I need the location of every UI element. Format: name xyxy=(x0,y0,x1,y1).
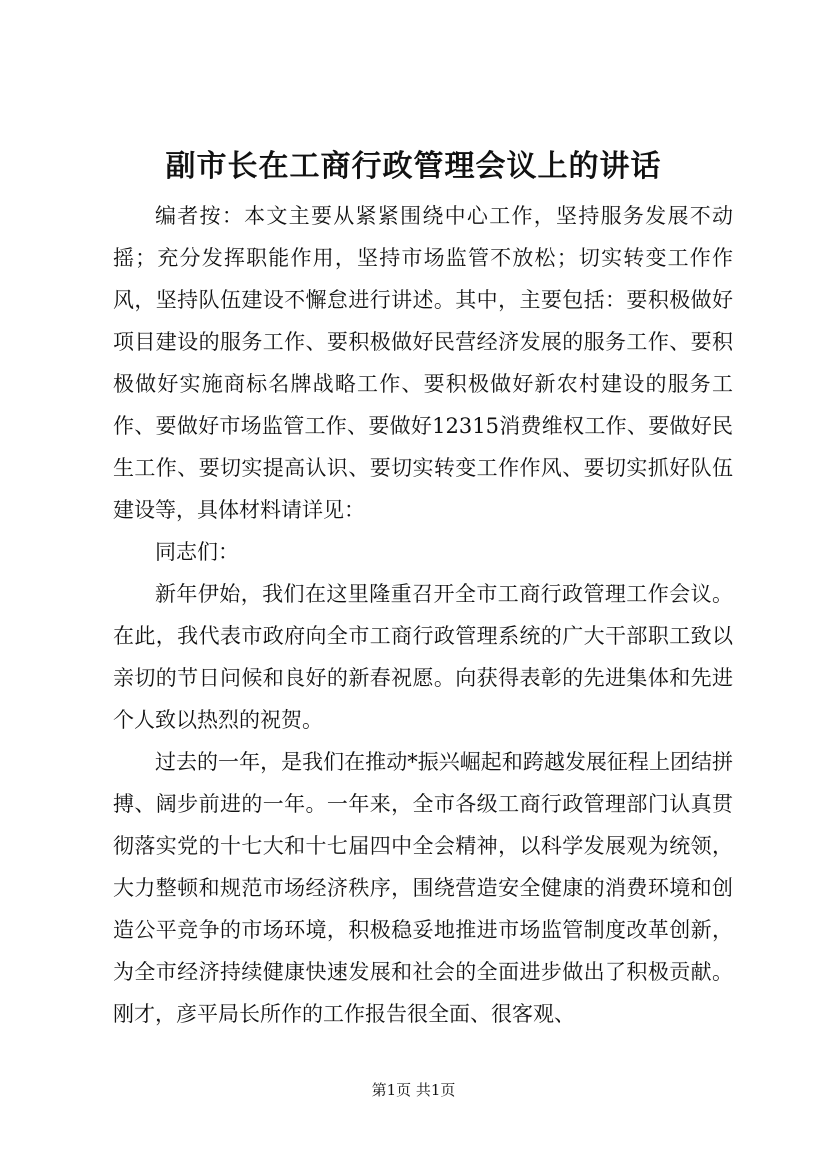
salutation-paragraph: 同志们： xyxy=(155,540,239,564)
editor-note-paragraph: 编者按：本文主要从紧紧围绕中心工作，坚持服务发展不动摇；充分发挥职能作用，坚持市场监管不放松；切实转变工作作风，坚持队伍建设不懈怠进行讲述。其中，主要包括：要积极做好项目建设的服务工作、要积极做好民营经济发展的服务工作、要积极做好实施商标名牌战略工作、要积极做好新农村建设的服务工作、要做好市场监管工作、要做好12315消费维权工作、要做好民生工作、要切实提高认识、要切实转变工作作风、要切实抓好队伍建设等，具体材料请详见： xyxy=(113,204,733,522)
document-title: 副市长在工商行政管理会议上的讲话 xyxy=(165,149,662,184)
document-body xyxy=(113,195,733,1035)
review-paragraph: 过去的一年，是我们在推动*振兴崛起和跨越发展征程上团结拼搏、阔步前进的一年。一年来，全市各级工商行政管理部门认真贯彻落实党的十七大和十七届四中全会精神，以科学发展观为统领，大力整顿和规范市场经济秩序，围绕营造安全健康的消费环境和创造公平竞争的市场环境，积极稳妥地推进市场监管制度改革创新，为全市经济持续健康快速发展和社会的全面进步做出了积极贡献。刚才，彦平局长所作的工作报告很全面、很客观、 xyxy=(113,750,733,1026)
opening-paragraph: 新年伊始，我们在这里隆重召开全市工商行政管理工作会议。在此，我代表市政府向全市工商行政管理系统的广大干部职工致以亲切的节日问候和良好的新春祝愿。向获得表彰的先进集体和先进个人致以热烈的祝贺。 xyxy=(113,582,733,732)
page-number-footer: 第1页 共1页 xyxy=(371,1081,456,1099)
